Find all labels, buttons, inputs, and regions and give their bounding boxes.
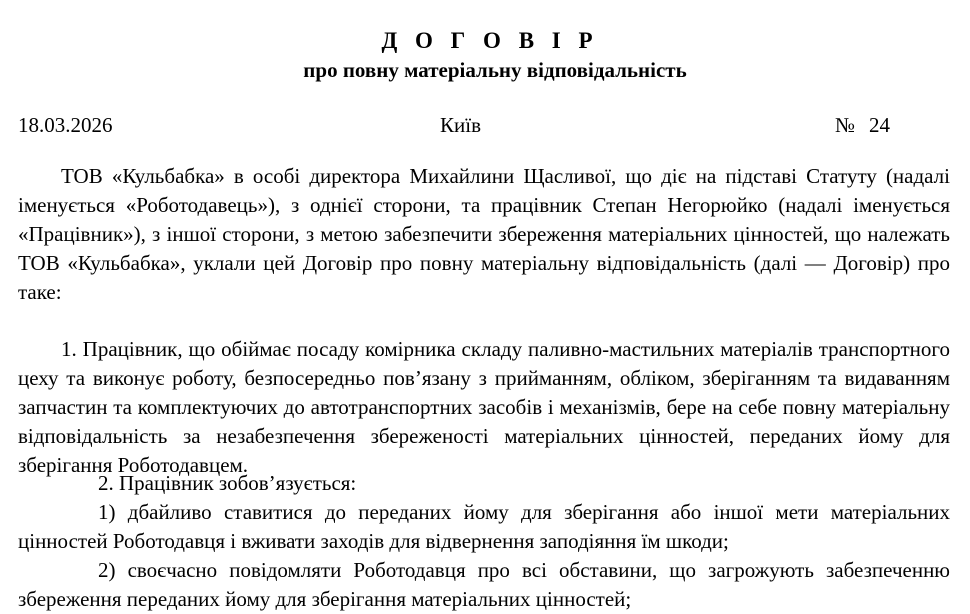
- contract-number: [835, 110, 890, 140]
- document-subtitle: про повну матеріальну відповідальність: [303, 58, 687, 82]
- contract-date: 18.03.2026: [18, 113, 113, 137]
- document-title: Д О Г О В І Р: [381, 28, 599, 53]
- clause-2-heading: 2. Працівник зобов’язується:: [98, 471, 357, 495]
- clause-2-section: [18, 469, 950, 614]
- clause-1: 1. Працівник, що обіймає посаду комірника складу паливно-мастильних матеріалів транспортного цеху та виконує роботу, безпосередньо пов’язану з прийманням, обліком, зберіганням та видаванням запчастин та комплектуючих до автотранспортних засобів і механізмів, бере на себе повну матеріальну відповідальність за незабезпечення збереженості матеріальних цінностей, переданих йому для зберігання Роботодавцем.: [18, 337, 950, 477]
- intro-section: [18, 162, 950, 307]
- clause-2-subitem-2: 2) своєчасно повідомляти Роботодавця про всі обставини, що загрожують забезпеченню збереження переданих йому для зберігання матеріальних цінностей;: [18, 558, 950, 611]
- clause-2-subitem-1: 1) дбайливо ставитися до переданих йому для зберігання або іншої мети матеріальних цінностей Роботодавця і вживати заходів для відвернення заподіяння їм шкоди;: [18, 500, 950, 553]
- number-sign: №: [834, 113, 855, 137]
- contract-city: Київ: [440, 113, 481, 137]
- document-meta-row: [18, 110, 890, 140]
- intro-paragraph: ТОВ «Кульбабка» в особі директора Михайлини Щасливої, що діє на підставі Статуту (надалі іменується «Роботодавець»), з однієї сторони, та працівник Степан Негорюйко (надалі іменується «Працівник»), з іншої сторони, з метою забезпечити збереження матеріальних цінностей, що належать ТОВ «Кульбабка», уклали цей Договір про повну матеріальну відповідальність (далі — Договір) про таке:: [18, 164, 950, 304]
- number-value: 24: [869, 113, 890, 137]
- clause-1-section: [18, 335, 950, 480]
